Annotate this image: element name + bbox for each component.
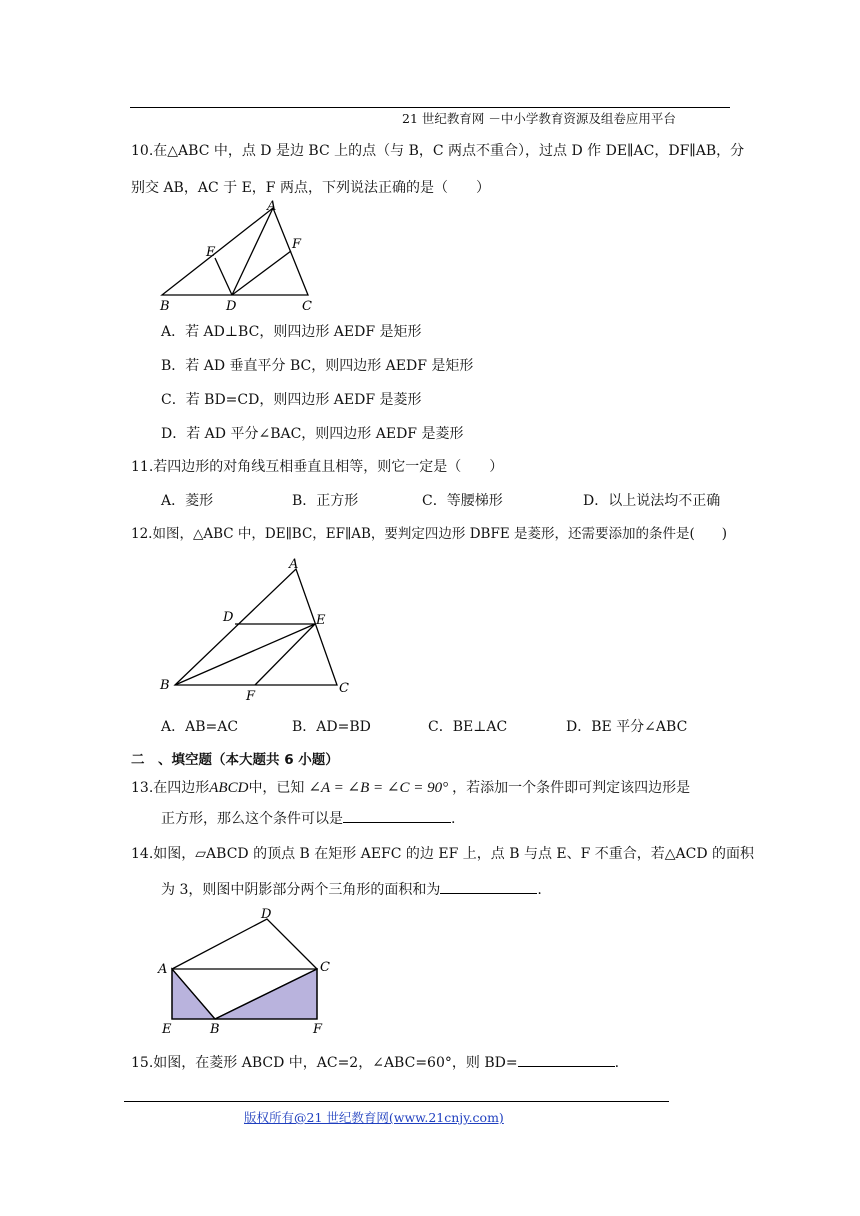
q12-stem: 12.如图，△ABC 中，DE∥BC，EF∥AB，要判定四边形 DBFE 是菱形，还需要添加的条件是( ) bbox=[131, 526, 728, 542]
q14-stem-line2 bbox=[161, 879, 542, 900]
q10-option-d: D．若 AD 平分∠BAC，则四边形 AEDF 是菱形 bbox=[161, 426, 464, 442]
q15-text: 15.如图，在菱形 ABCD 中，AC=2，∠ABC=60°，则 BD= bbox=[131, 1055, 518, 1071]
q10-segment-df bbox=[232, 251, 291, 295]
q15-end: . bbox=[614, 1055, 620, 1071]
q10-segment-ad bbox=[232, 208, 273, 295]
q12-label-f: F bbox=[246, 689, 256, 704]
q10-label-f: F bbox=[292, 237, 302, 252]
q14-answer-blank[interactable] bbox=[440, 879, 537, 894]
q12-figure bbox=[155, 552, 355, 704]
q14-label-c: C bbox=[320, 960, 330, 975]
q12-segment-be bbox=[175, 624, 315, 685]
q14-line2-text: 为 3，则图中阴影部分两个三角形的面积和为 bbox=[161, 882, 441, 898]
q14-label-f: F bbox=[313, 1022, 323, 1037]
q13-line2-text: 正方形，那么这个条件可以是 bbox=[161, 811, 343, 827]
q11-option-b: B．正方形 bbox=[292, 493, 359, 509]
q13-quad-name: ABCD bbox=[209, 780, 249, 796]
q13-end: . bbox=[451, 811, 456, 827]
q14-label-a: A bbox=[158, 962, 168, 977]
q10-option-b: B．若 AD 垂直平分 BC，则四边形 AEDF 是矩形 bbox=[161, 358, 474, 374]
q10-option-c: C．若 BD=CD，则四边形 AEDF 是菱形 bbox=[161, 392, 422, 408]
q12-label-e: E bbox=[316, 613, 326, 628]
q14-figure bbox=[155, 902, 345, 1038]
q11-option-a: A．菱形 bbox=[161, 493, 214, 509]
q12-option-d: D．BE 平分∠ABC bbox=[566, 719, 688, 735]
q13-formula: ∠A = ∠B = ∠C = 90° bbox=[308, 780, 449, 796]
q13-stem-line2 bbox=[161, 808, 455, 829]
q13-prefix: 13.在四边形 bbox=[131, 780, 210, 796]
q10-label-a: A bbox=[267, 199, 277, 214]
q14-label-b: B bbox=[210, 1022, 220, 1037]
q14-stem-line1: 14.如图，▱ABCD 的顶点 B 在矩形 AEFC 的边 EF 上，点 B 与点 E、F 不重合，若△ACD 的面积 bbox=[131, 846, 755, 862]
q13-mid: 中，已知 bbox=[248, 780, 305, 796]
q12-label-a: A bbox=[289, 557, 299, 572]
footer-link[interactable]: 版权所有@21 世纪教育网(www.21cnjy.com) bbox=[244, 1110, 504, 1125]
q10-label-b: B bbox=[160, 299, 170, 314]
q10-option-a: A．若 AD⊥BC，则四边形 AEDF 是矩形 bbox=[161, 324, 422, 340]
q10-stem-line1: 10.在△ABC 中，点 D 是边 BC 上的点（与 B，C 两点不重合），过点 D 作 DE∥AC，DF∥AB，分 bbox=[131, 143, 745, 159]
q15-answer-blank[interactable] bbox=[518, 1052, 615, 1067]
header-text: 21 世纪教育网 －中小学教育资源及组卷应用平台 bbox=[402, 111, 676, 126]
q14-label-d: D bbox=[261, 907, 272, 922]
q12-option-c: C．BE⊥AC bbox=[428, 719, 508, 735]
q14-label-e: E bbox=[162, 1022, 172, 1037]
footer-rule bbox=[124, 1101, 669, 1102]
q11-option-c: C．等腰梯形 bbox=[422, 493, 503, 509]
q10-label-c: C bbox=[302, 299, 312, 314]
q12-segment-ef bbox=[255, 624, 315, 685]
q14-end: . bbox=[537, 882, 542, 898]
section-title: 二 、填空题（本大题共 6 小题） bbox=[131, 752, 339, 768]
q10-segment-de bbox=[215, 258, 232, 295]
q12-label-c: C bbox=[339, 681, 349, 696]
q10-stem-line2: 别交 AB，AC 于 E，F 两点，下列说法正确的是（ ） bbox=[131, 180, 490, 196]
q10-label-e: E bbox=[206, 245, 216, 260]
header-rule bbox=[130, 107, 730, 108]
q12-option-a: A．AB=AC bbox=[161, 719, 239, 735]
q15-stem bbox=[131, 1052, 619, 1073]
q10-figure bbox=[150, 196, 330, 318]
q13-answer-blank[interactable] bbox=[343, 808, 451, 823]
q11-option-d: D．以上说法均不正确 bbox=[583, 493, 721, 509]
q10-triangle-abc bbox=[162, 208, 308, 295]
q12-label-d: D bbox=[223, 610, 234, 625]
q13-stem-line1 bbox=[131, 778, 690, 798]
q12-label-b: B bbox=[160, 678, 170, 693]
q10-label-d: D bbox=[226, 299, 237, 314]
q13-suffix: ，若添加一个条件即可判定该四边形是 bbox=[452, 780, 691, 796]
q12-option-b: B．AD=BD bbox=[292, 719, 371, 735]
q11-stem: 11.若四边形的对角线互相垂直且相等，则它一定是（ ） bbox=[131, 459, 504, 475]
